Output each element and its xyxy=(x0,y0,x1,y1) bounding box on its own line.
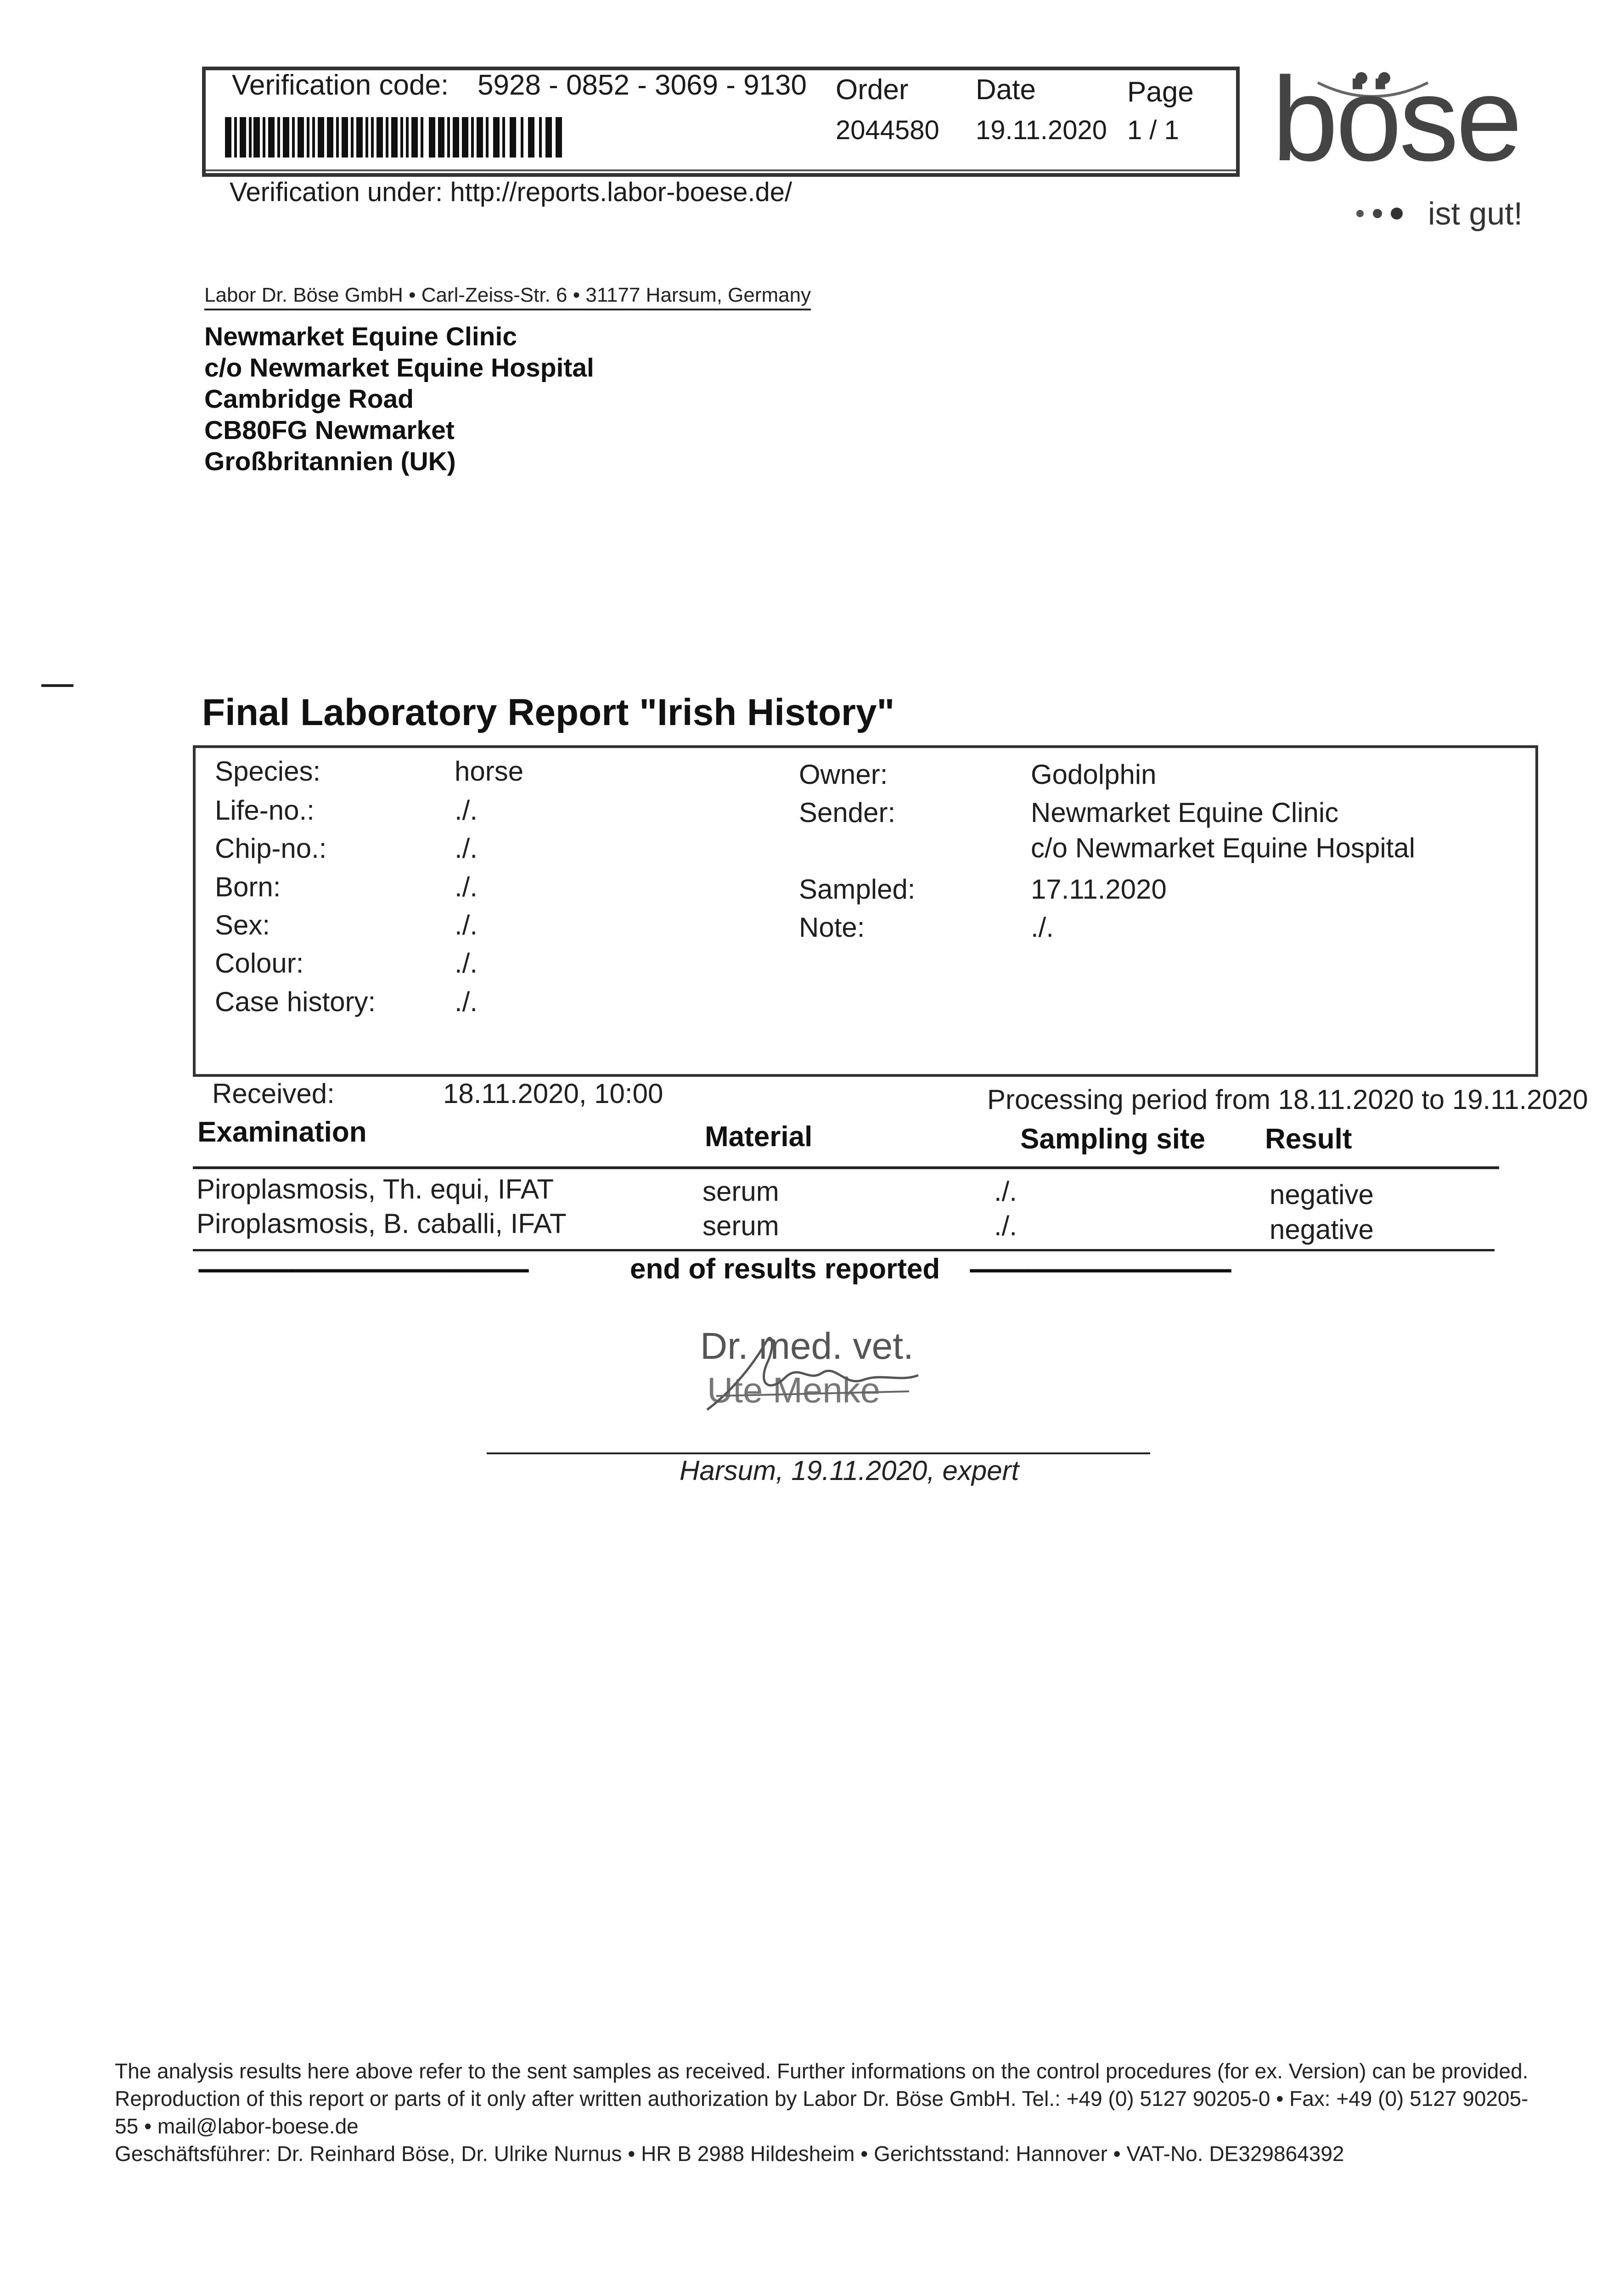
recipient-line: c/o Newmarket Equine Hospital xyxy=(204,353,594,383)
verification-url: Verification under: http://reports.labor-boese.de/ xyxy=(230,177,792,207)
verification-code-label: Verification code: xyxy=(232,69,449,101)
footer-line: Geschäftsführer: Dr. Reinhard Böse, Dr. Ulrike Nurnus • HR B 2988 Hildesheim • Gerichtsstand: Hannover • VAT-No. DE329864392 xyxy=(115,2142,1344,2166)
sex-value: ./. xyxy=(455,910,478,940)
signature-place-date: Harsum, 19.11.2020, expert xyxy=(680,1455,1019,1486)
received-value: 18.11.2020, 10:00 xyxy=(443,1078,663,1109)
animal-info-box xyxy=(193,745,1538,1077)
logo-tagline: ist gut! xyxy=(1428,196,1523,231)
sampled-label: Sampled: xyxy=(799,874,916,905)
species-value: horse xyxy=(455,756,524,787)
logo-wordmark: böse xyxy=(1272,53,1520,186)
sampled-value: 17.11.2020 xyxy=(1031,874,1167,905)
recipient-line: Cambridge Road xyxy=(204,384,414,414)
end-dashes-left: ------------------------------------------------ xyxy=(197,1253,528,1284)
footer-line: The analysis results here above refer to the sent samples as received. Further informations on the control procedures (for ex. Version) can be provided. xyxy=(115,2059,1528,2083)
owner-label: Owner: xyxy=(799,759,888,790)
col-material: Material xyxy=(705,1121,813,1153)
colour-value: ./. xyxy=(455,948,478,979)
table-row-result: negative xyxy=(1270,1214,1374,1245)
born-value: ./. xyxy=(455,872,478,902)
born-label: Born: xyxy=(215,872,281,902)
case-history-label: Case history: xyxy=(215,986,376,1017)
signer-title: Dr. med. vet. xyxy=(700,1325,914,1367)
life-no-label: Life-no.: xyxy=(215,795,315,826)
footer xyxy=(115,2057,1528,2167)
table-row-material: serum xyxy=(702,1176,779,1207)
page-value: 1 / 1 xyxy=(1127,115,1179,145)
fold-mark xyxy=(41,684,73,687)
end-dashes-right: -------------------------------------- xyxy=(969,1253,1231,1284)
table-row-material: serum xyxy=(702,1210,779,1241)
footer-line: Reproduction of this report or parts of it only after written authorization by Labor Dr. Böse GmbH. Tel.: +49 (0) 5127 90205-0 • Fax: +49 (0) 5127 90205- xyxy=(115,2087,1528,2110)
sender-value: Newmarket Equine Clinic xyxy=(1031,797,1339,828)
note-value: ./. xyxy=(1031,912,1054,943)
signature-line xyxy=(487,1452,1150,1454)
table-row-site: ./. xyxy=(994,1176,1017,1207)
col-result: Result xyxy=(1265,1123,1352,1155)
barcode-icon xyxy=(225,117,565,158)
page-label: Page xyxy=(1127,76,1194,108)
header-underline xyxy=(206,169,1236,171)
end-of-results: end of results reported xyxy=(630,1253,940,1285)
recipient-line: Großbritannien (UK) xyxy=(204,447,456,476)
col-sampling-site: Sampling site xyxy=(1020,1123,1206,1155)
verification-code-value: 5928 - 0852 - 3069 - 9130 xyxy=(478,69,807,101)
note-label: Note: xyxy=(799,912,865,943)
barcode xyxy=(225,117,565,158)
table-row-result: negative xyxy=(1270,1179,1374,1210)
handwritten-signature-icon xyxy=(698,1327,937,1419)
col-examination: Examination xyxy=(197,1116,367,1148)
colour-label: Colour: xyxy=(215,948,304,979)
recipient-line: CB80FG Newmarket xyxy=(204,416,455,445)
case-history-value: ./. xyxy=(455,986,478,1017)
owner-value: Godolphin xyxy=(1031,759,1157,790)
sender-value-line2: c/o Newmarket Equine Hospital xyxy=(1031,833,1416,863)
sex-label: Sex: xyxy=(215,910,270,940)
species-label: Species: xyxy=(215,756,321,787)
life-no-value: ./. xyxy=(455,795,478,826)
results-header-rule xyxy=(193,1166,1499,1169)
logo-dots-icon xyxy=(1354,204,1410,225)
order-label: Order xyxy=(836,74,909,106)
signer-name: Ute Menke xyxy=(707,1370,881,1410)
table-row-site: ./. xyxy=(994,1210,1017,1241)
report-title: Final Laboratory Report "Irish History" xyxy=(202,692,895,733)
recipient-line: Newmarket Equine Clinic xyxy=(204,322,517,351)
date-value: 19.11.2020 xyxy=(976,115,1107,145)
table-row-examination: Piroplasmosis, Th. equi, IFAT xyxy=(197,1174,554,1204)
order-value: 2044580 xyxy=(836,115,939,145)
lab-sender-line: Labor Dr. Böse GmbH • Carl-Zeiss-Str. 6 • 31177 Harsum, Germany xyxy=(204,284,811,310)
received-label: Received: xyxy=(212,1078,335,1109)
chip-no-value: ./. xyxy=(455,833,478,864)
processing-period: Processing period from 18.11.2020 to 19.11.2020 xyxy=(987,1084,1588,1115)
date-label: Date xyxy=(976,74,1036,106)
chip-no-label: Chip-no.: xyxy=(215,833,327,864)
results-bottom-rule xyxy=(193,1249,1495,1251)
footer-line: 55 • mail@labor-boese.de xyxy=(115,2114,359,2138)
sender-label: Sender: xyxy=(799,797,896,828)
table-row-examination: Piroplasmosis, B. caballi, IFAT xyxy=(197,1208,567,1239)
